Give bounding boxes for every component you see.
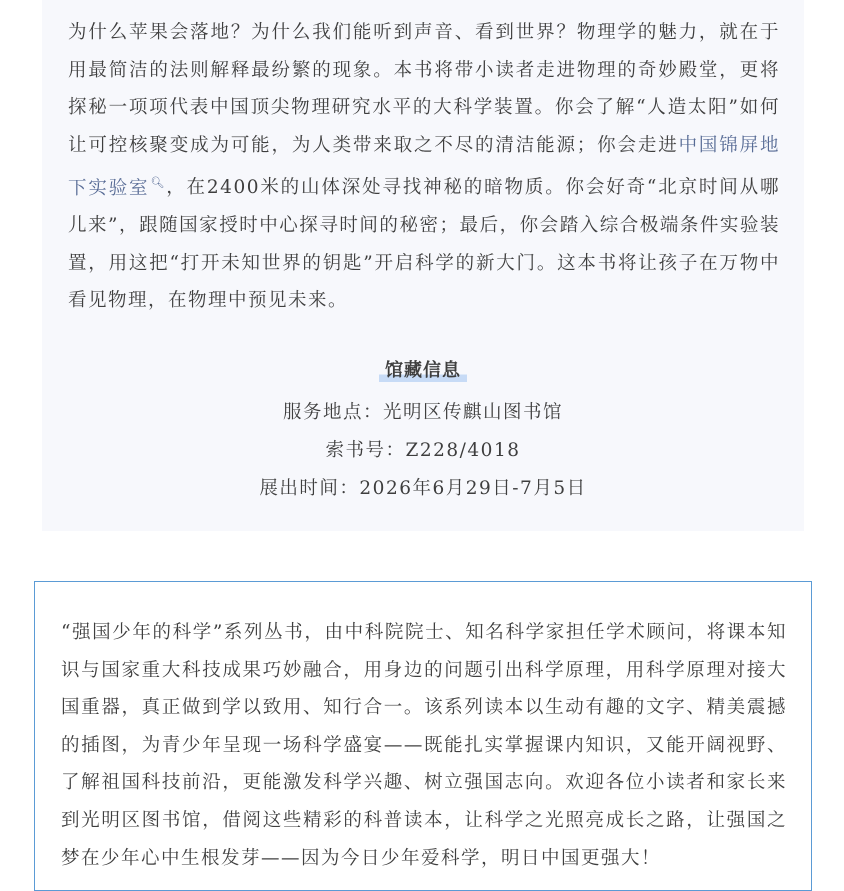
series-intro-box	[34, 581, 812, 891]
call-number: 索书号：Z228/4018	[325, 440, 521, 461]
exhibit-time: 展出时间：2026年6月29日-7月5日	[259, 478, 587, 499]
series-intro-text: “强国少年的科学”系列丛书，由中科院院士、知名科学家担任学术顾问，将课本知识与国家重大科技成果巧妙融合，用身边的问题引出科学原理，用科学原理对接大国重器，真正做到学以致用、知行合一。该系列读本以生动有趣的文字、精美震撼的插图，为青少年呈现一场科学盛宴——既能扎实掌握课内知识，又能开阔视野、了解祖国科技前沿，更能激发科学兴趣、树立强国志向。欢迎各位小读者和家长来到光明区图书馆，借阅这些精彩的科普读本，让科学之光照亮成长之路，让强国之梦在少年心中生根发芽——因为今日少年爱科学，明日中国更强大！	[61, 622, 787, 869]
book-description	[68, 14, 780, 320]
description-text-after-link: ，在2400米的山体深处寻找神秘的暗物质。你会好奇“北京时间从哪儿来”，跟随国家授时中心探寻时间的秘密；最后，你会踏入综合极端条件实验装置，用这把“打开未知世界的钥匙”开启科学的新大门。这本书将让孩子在万物中看见物理，在物理中预见未来。	[68, 177, 780, 312]
description-text-before-link: 为什么苹果会落地？为什么我们能听到声音、看到世界？物理学的魅力，就在于用最简洁的法则解释最纷繁的现象。本书将带小读者走进物理的奇妙殿堂，更将探秘一项项代表中国顶尖物理研究水平的大科学装置。你会了解“人造太阳”如何让可控核聚变成为可能，为人类带来取之不尽的清洁能源；你会走进	[68, 22, 780, 156]
book-description-card	[42, 0, 804, 531]
collection-info-title: 馆藏信息	[42, 356, 804, 382]
search-icon: 🔍︎	[150, 176, 167, 190]
service-location: 服务地点：光明区传麒山图书馆	[282, 402, 563, 423]
jinping-lab-link-text: 中国锦屏地下实验室	[68, 134, 780, 199]
